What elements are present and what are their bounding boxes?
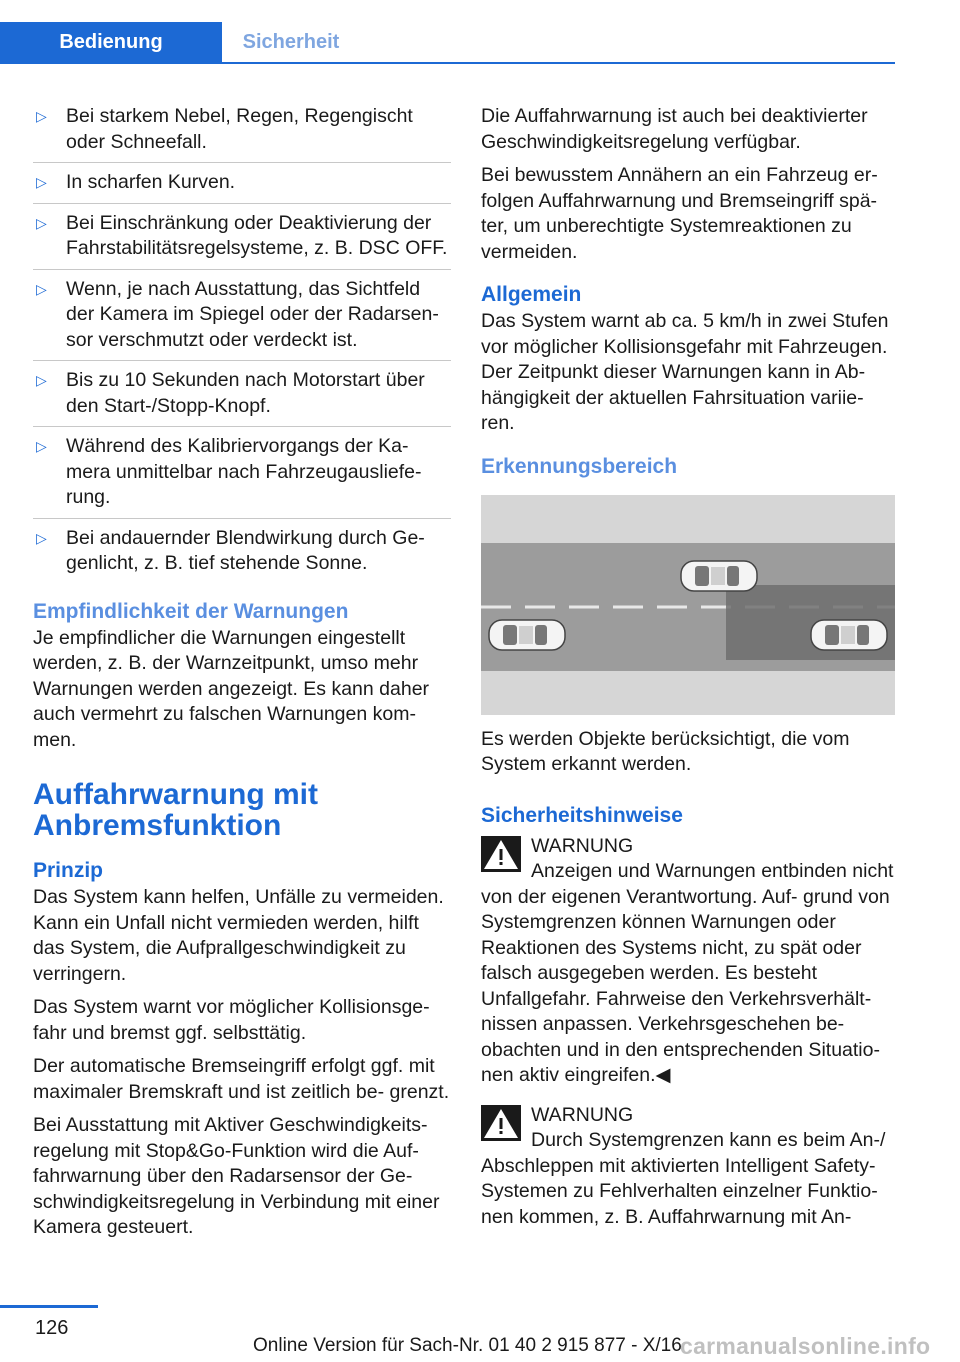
warning-block: [481, 834, 897, 860]
general-text: Das System warnt ab ca. 5 km/h in zwei Stufen vor möglicher Kollisionsgefahr mit Fahrzeugen. Der Zeitpunkt dieser Warnungen kann in Ab‐ hängigkeit der aktuellen Fahrsituation variie‐ ren.: [481, 310, 889, 434]
online-version: Online Version für Sach-Nr. 01 40 2 915 877 - X/16: [253, 1335, 682, 1356]
page-number: 126: [35, 1317, 69, 1339]
principle-paragraph: Das System warnt vor möglicher Kollisionsge‐ fahr und bremst ggf. selbsttätig.: [33, 996, 430, 1044]
detection-caption: Es werden Objekte berücksichtigt, die vom System erkannt werden.: [481, 727, 850, 775]
list-item: ▷ Bis zu 10 Sekunden nach Motorstart über den Start-/Stopp-Knopf.: [33, 368, 451, 427]
principle-paragraph: Bei Ausstattung mit Aktiver Geschwindigkeits‐ regelung mit Stop&Go-Funktion wird die Auf‐ fahrwarnung über den Radarsensor der Ge‐ schwindigkeitsregelung in Verbindung mit einer Kamera gesteuert.: [33, 1114, 440, 1238]
tab-sicherheit[interactable]: Sicherheit: [242, 30, 340, 53]
list-item: ▷ Wenn, je nach Ausstattung, das Sichtfeld der Kamera im Spiegel oder der Radarsen‐ sor verschmutzt oder verdeckt ist.: [33, 277, 451, 362]
main-heading: Auffahrwarnung mit Anbremsfunktion: [33, 778, 318, 842]
list-item: ▷ Bei andauernder Blendwirkung durch Ge‐ genlicht, z. B. tief stehende Sonne.: [36, 526, 425, 574]
principle-paragraph: Das System kann helfen, Unfälle zu vermeiden. Kann ein Unfall nicht vermieden werden, hilft das System, die Aufprallgeschwindigkeit zu verringern.: [33, 886, 444, 985]
sensitivity-text: Je empfindlicher die Warnungen eingestellt werden, z. B. der Warnzeitpunkt, umso mehr Warnungen werden angezeigt. Es kann daher auch vermehrt zu falschen Warnungen kom‐ men.: [33, 626, 430, 751]
footer-rule: [0, 1305, 98, 1308]
tab-bedienung[interactable]: Bedienung: [0, 22, 222, 62]
detection-range-illustration: [481, 495, 895, 715]
principle-heading: Prinzip: [33, 859, 104, 882]
triangle-bullet-icon: ▷: [36, 280, 47, 297]
general-heading: Allgemein: [481, 283, 582, 306]
warning-triangle-icon: [481, 1105, 521, 1141]
warning-label: WARNUNG: [531, 1103, 634, 1126]
car-same-lane-icon: [811, 620, 887, 650]
list-item: ▷ Während des Kalibriervorgangs der Ka‐ mera unmittelbar nach Fahrzeugausliefe‐ rung.: [33, 434, 451, 519]
right-column: [481, 104, 897, 1238]
car-ahead-icon: [681, 561, 757, 591]
principle-paragraph: Der automatische Bremseingriff erfolgt ggf. mit maximaler Bremskraft und ist zeitlich be‐ grenzt.: [33, 1055, 450, 1103]
list-item: ▷ Bei Einschränkung oder Deaktivierung der Fahrstabilitätsregelsysteme, z. B. DSC OFF.: [33, 211, 451, 270]
condition-list: [33, 104, 451, 584]
triangle-bullet-icon: ▷: [36, 372, 47, 388]
triangle-bullet-icon: ▷: [36, 174, 47, 190]
section-tabs: [0, 0, 895, 64]
list-item: ▷ In scharfen Kurven.: [33, 170, 451, 204]
sensitivity-heading: Empfindlichkeit der Warnungen: [33, 599, 349, 623]
intro-paragraph: Die Auffahrwarnung ist auch bei deaktivierter Geschwindigkeitsregelung verfügbar.: [481, 105, 868, 153]
triangle-bullet-icon: ▷: [36, 529, 47, 546]
triangle-bullet-icon: ▷: [36, 108, 47, 124]
warning-label: WARNUNG: [531, 834, 634, 857]
triangle-bullet-icon: ▷: [36, 438, 47, 454]
triangle-bullet-icon: ▷: [36, 214, 47, 231]
warning-text: Anzeigen und Warnungen entbinden nicht von der eigenen Verantwortung. Auf‐ grund von Systemgrenzen können Warnungen oder Reaktionen des Systems nicht, zu spät oder falsch ausgegeben werden. Es besteht Unfallgefahr. Fahrweise den Verkehrsverhält‐ nissen anpassen. Verkehrsgeschehen be‐ obachten und in den entsprechenden Situatio‐ nen aktiv eingreifen.◀: [481, 860, 894, 1086]
warning-block: [481, 1103, 897, 1129]
own-car-icon: [489, 620, 565, 650]
left-column: [33, 104, 451, 1249]
list-item: ▷ Bei starkem Nebel, Regen, Regengischt oder Schneefall.: [33, 104, 451, 163]
detection-heading: Erkennungsbereich: [481, 454, 678, 478]
warning-triangle-icon: [481, 836, 521, 872]
safety-heading: Sicherheitshinweise: [481, 803, 683, 827]
warning-text: Durch Systemgrenzen kann es beim An-/ Abschleppen mit aktivierten Intelligent Safety-Systemen zu Fehlverhalten einzelner Funktio‐ nen kommen, z. B. Auffahrwarnung mit An‐: [481, 1129, 886, 1228]
intro-paragraph: Bei bewusstem Annähern an ein Fahrzeug er‐ folgen Auffahrwarnung und Bremseingriff spä‐ ter, um unberechtigte Systemreaktionen zu vermeiden.: [481, 164, 878, 263]
watermark: carmanualsonline.info: [680, 1333, 931, 1359]
